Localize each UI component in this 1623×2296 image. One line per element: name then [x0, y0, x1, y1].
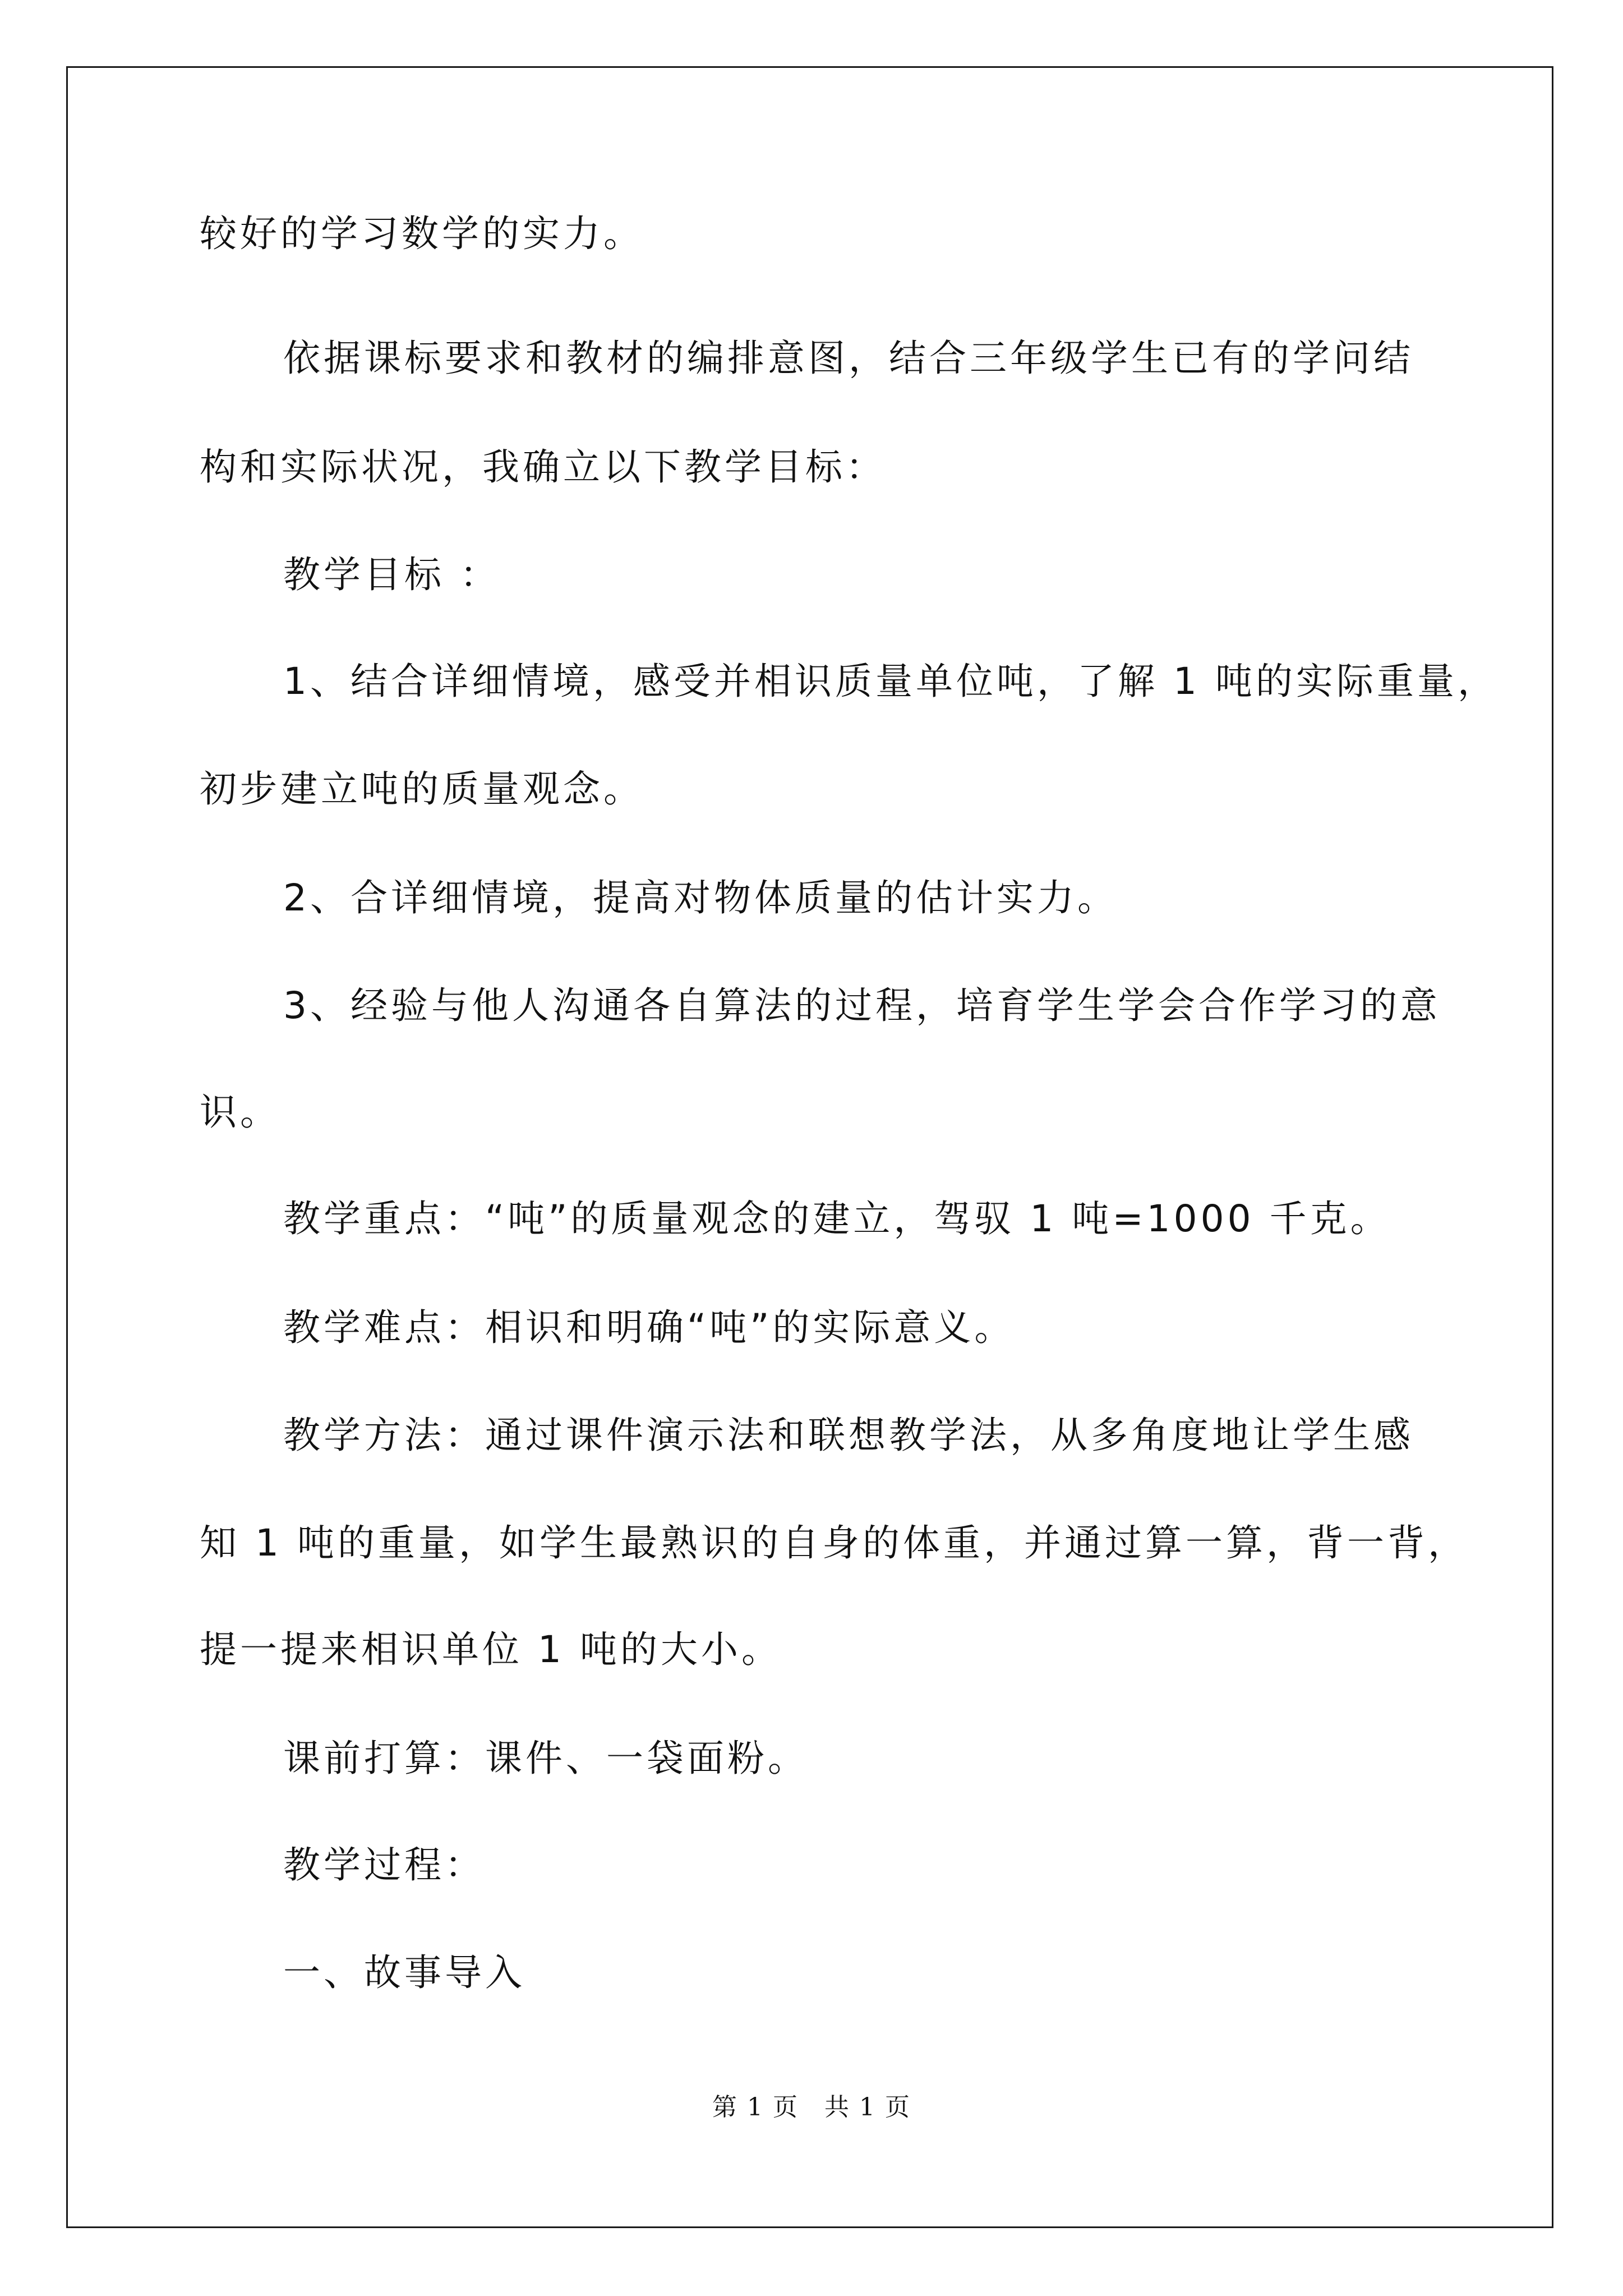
text-line-13: 知 1 吨的重量，如学生最熟识的自身的体重，并通过算一算，背一背， — [200, 1521, 1468, 1565]
text-line-15: 课前打算：课件、一袋面粉。 — [283, 1737, 808, 1780]
text-line-6: 初步建立吨的质量观念。 — [200, 767, 644, 811]
text-line-8: 3、经验与他人沟通各自算法的过程，培育学生学会合作学习的意 — [283, 984, 1441, 1027]
text-line-17: 一、故事导入 — [283, 1951, 525, 1994]
text-line-7: 2、合详细情境，提高对物体质量的估计实力。 — [283, 876, 1118, 919]
text-line-12: 教学方法：通过课件演示法和联想教学法，从多角度地让学生感 — [283, 1414, 1414, 1457]
text-line-16: 教学过程： — [283, 1843, 485, 1887]
text-line-3: 构和实际状况，我确立以下教学目标： — [200, 445, 886, 489]
text-line-4: 教学目标 ： — [283, 553, 500, 596]
text-line-10: 教学重点：“吨”的质量观念的建立，驾驭 1 吨=1000 千克。 — [283, 1197, 1391, 1240]
text-line-9: 识。 — [200, 1091, 280, 1134]
text-line-5: 1、结合详细情境，感受并相识质量单位吨，了解 1 吨的实际重量， — [283, 660, 1498, 703]
text-line-1: 较好的学习数学的实力。 — [200, 212, 644, 255]
page-footer: 第 1 页 共 1 页 — [712, 2093, 911, 2122]
text-line-2: 依据课标要求和教材的编排意图，结合三年级学生已有的学问结 — [283, 337, 1414, 380]
text-line-11: 教学难点：相识和明确“吨”的实际意义。 — [283, 1306, 1015, 1349]
page-border — [66, 66, 1553, 2228]
text-line-14: 提一提来相识单位 1 吨的大小。 — [200, 1628, 782, 1671]
